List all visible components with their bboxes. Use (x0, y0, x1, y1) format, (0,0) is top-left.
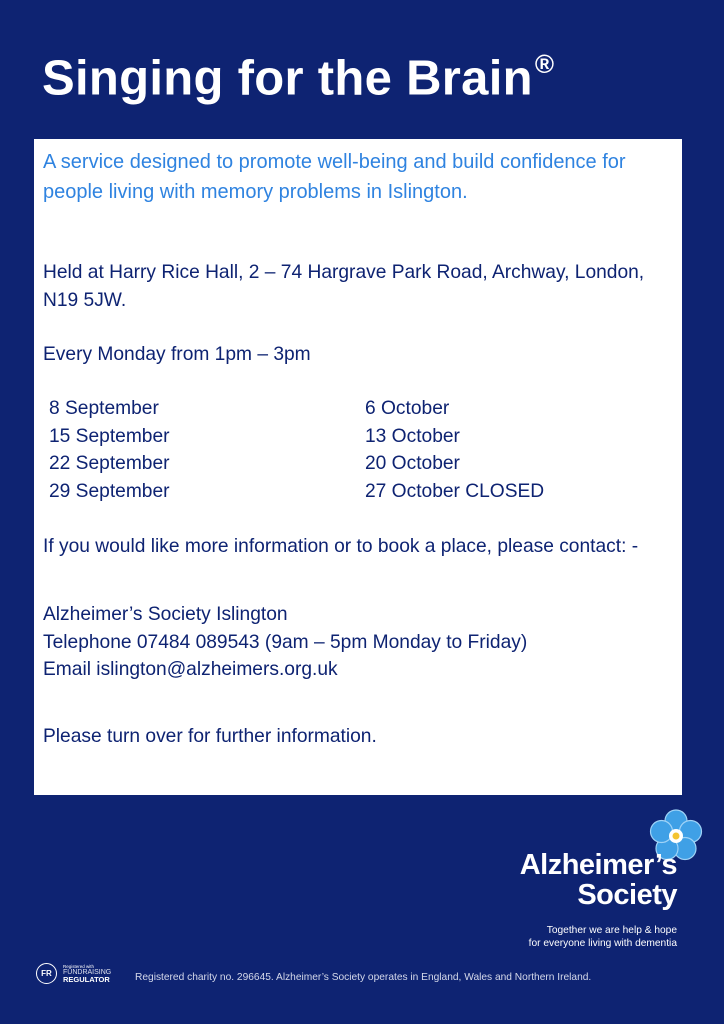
contact-details (43, 601, 527, 684)
brand-tagline (499, 924, 677, 950)
charity-footer: Registered charity no. 296645. Alzheimer’s Society operates in England, Wales and Northern Ireland. (135, 972, 592, 983)
fr-regulator: REGULATOR (63, 975, 110, 984)
brand-line-1: Alzheimer’s (519, 849, 677, 881)
page-title (42, 36, 554, 110)
contact-org: Alzheimer’s Society Islington (43, 604, 288, 625)
date-item: 22 September (49, 453, 170, 474)
date-item: 15 September (49, 425, 170, 447)
alzheimers-society-logo (513, 808, 703, 953)
september-dates (49, 395, 170, 505)
date-item: 29 September (49, 480, 170, 502)
tagline-line-2: for everyone living with dementia (528, 938, 677, 949)
contact-telephone: Telephone 07484 089543 (9am – 5pm Monday to Friday) (43, 631, 528, 653)
venue-text: Held at Harry Rice Hall, 2 – 74 Hargrave Park Road, Archway, London, N19 5JW. (43, 262, 645, 311)
date-item: 13 October (365, 425, 460, 447)
october-dates (365, 395, 544, 505)
fr-registered-with: Registered with (63, 964, 95, 969)
date-item: 6 October (365, 398, 450, 419)
brand-line-2: Society (577, 879, 677, 911)
fundraising-regulator-badge (36, 961, 118, 987)
date-item: 20 October (365, 453, 460, 474)
date-item: 27 October CLOSED (365, 480, 545, 502)
fr-fundraising: FUNDRAISING (63, 969, 112, 976)
schedule-text: Every Monday from 1pm – 3pm (43, 344, 311, 365)
intro-text: A service designed to promote well-being and build confidence for people living with memory problems in Islington. (43, 151, 626, 203)
fr-badge-icon: FR (36, 963, 57, 984)
turn-over-note: Please turn over for further information. (43, 726, 377, 747)
date-item: 8 September (49, 398, 159, 419)
registered-mark: ® (534, 49, 555, 79)
title-text: Singing for the Brain (42, 51, 533, 106)
info-card (34, 139, 682, 795)
tagline-line-1: Together we are help & hope (546, 925, 677, 936)
contact-email[interactable]: Email islington@alzheimers.org.uk (43, 659, 338, 680)
contact-prompt: If you would like more information or to book a place, please contact: - (43, 536, 639, 557)
brand-name (515, 850, 677, 910)
